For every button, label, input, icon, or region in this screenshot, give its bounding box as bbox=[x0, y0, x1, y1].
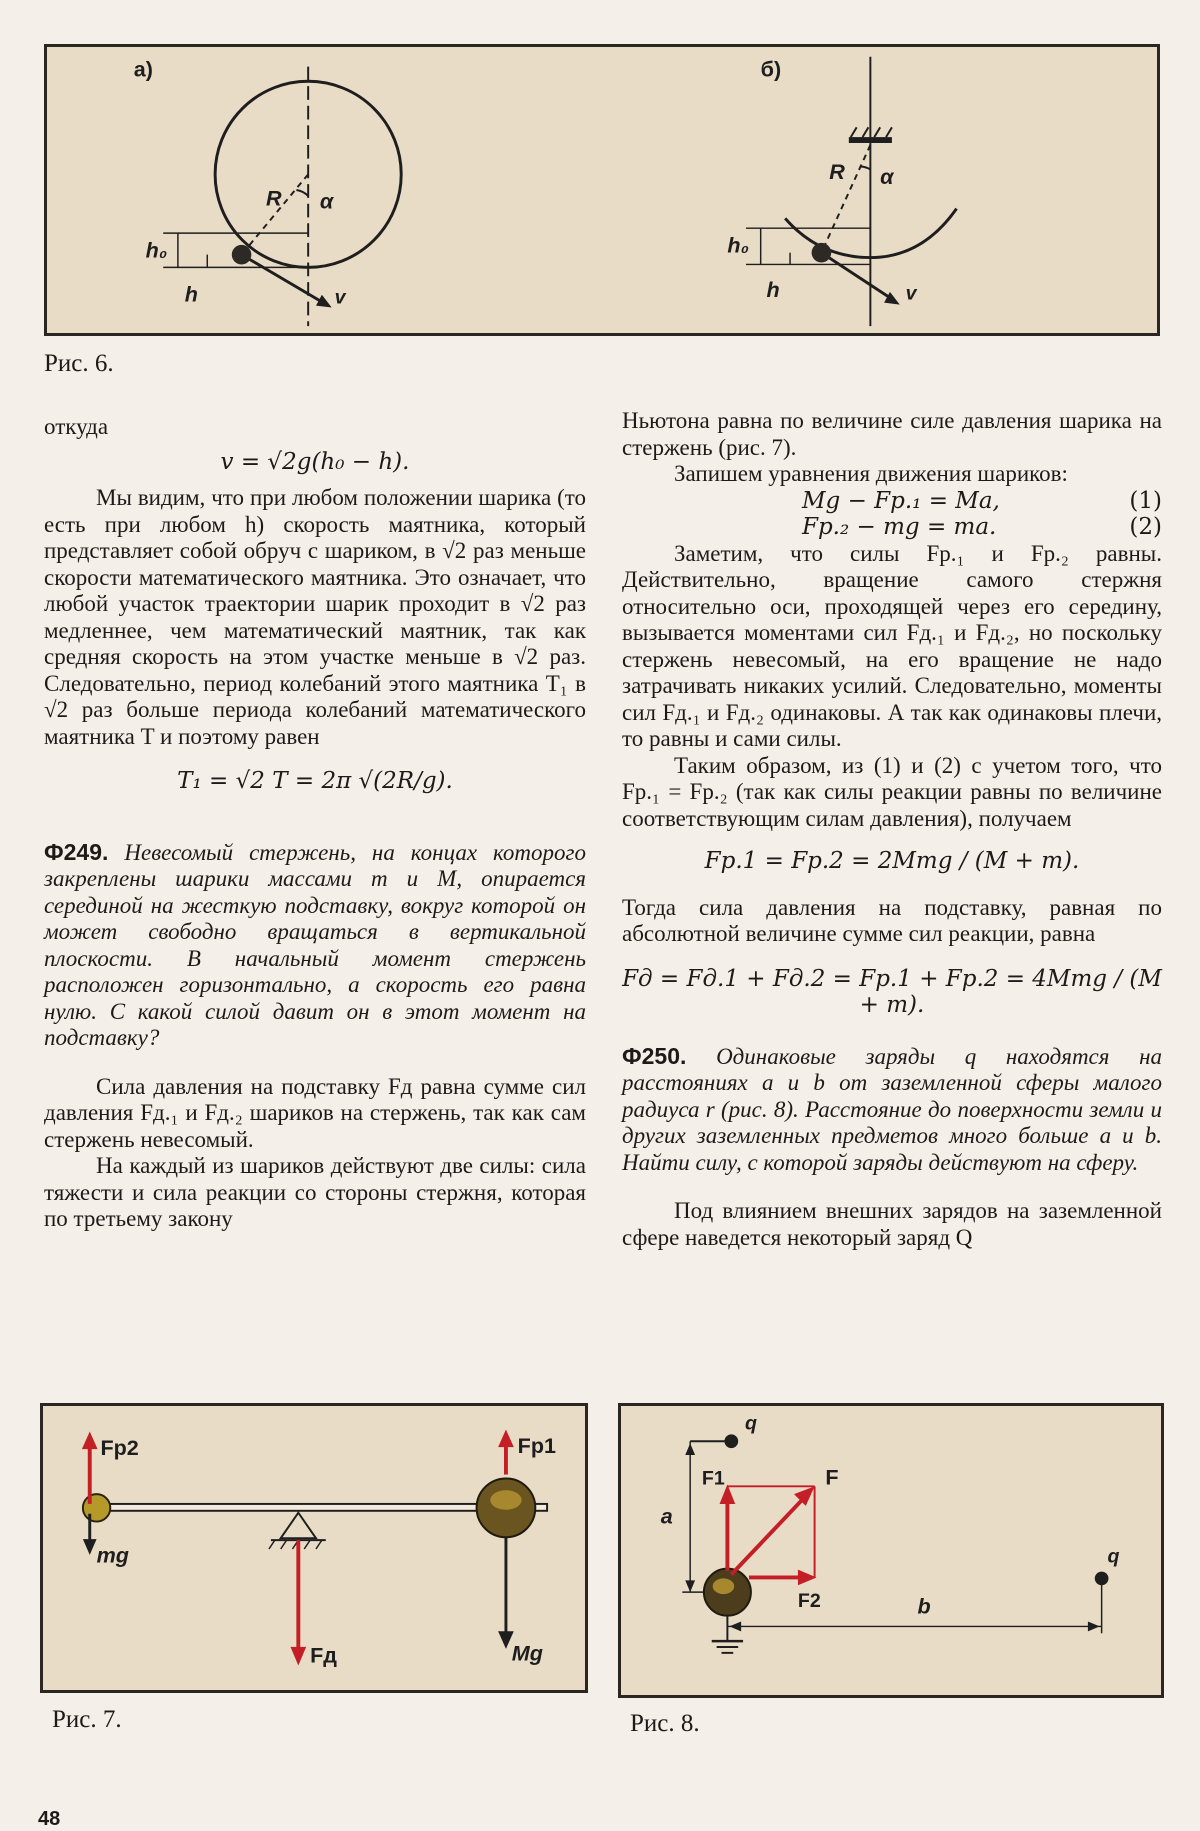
label-q-right: q bbox=[1107, 1545, 1120, 1568]
label-F: F bbox=[825, 1464, 839, 1490]
equation-velocity: v = √2g(h₀ − h). bbox=[220, 448, 410, 475]
problem-250-number: Ф250. bbox=[622, 1042, 687, 1069]
label-R-b: R bbox=[829, 160, 845, 185]
label-a: а) bbox=[133, 57, 153, 82]
figure-6 bbox=[44, 44, 1160, 336]
right-p1: Ньютона равна по величине силе давления шарика на стержень (рис. 7). bbox=[622, 408, 1162, 460]
left-p3: Сила давления на подставку Fд равна сумме сил давления Fд.₁ и Fд.₂ шариков на стержень, так как сам стержень невесомый. bbox=[44, 1073, 586, 1152]
label-h0-b: h₀ bbox=[727, 233, 750, 258]
ball-a bbox=[232, 245, 252, 265]
figure-7 bbox=[40, 1403, 588, 1693]
right-p6: Под влиянием внешних зарядов на заземленной сфере наведется некоторый заряд Q bbox=[622, 1198, 1162, 1250]
problem-250 bbox=[622, 1043, 1162, 1177]
label-R-a: R bbox=[266, 186, 282, 211]
label-Fd: Fд bbox=[310, 1643, 337, 1668]
problem-249 bbox=[44, 839, 586, 1052]
label-h0-a: h₀ bbox=[145, 238, 168, 263]
support-prism bbox=[281, 1513, 316, 1538]
problem-250-text: Одинаковые заряды q находятся на расстояниях a и b от заземленной сферы малого радиуса r (рис. 8). Расстояние до поверхности земли и других заземленных предметов много больше a и b. Найти силу, с которой заряды действуют на сферу. bbox=[622, 1043, 1163, 1175]
left-p1: откуда bbox=[44, 414, 109, 439]
left-p4: На каждый из шариков действуют две силы: сила тяжести и сила реакции со стороны стержня, которая по третьему закону bbox=[44, 1153, 586, 1231]
label-h-b: h bbox=[766, 277, 780, 302]
velocity-arrow-a bbox=[242, 255, 325, 304]
problem-249-number: Ф249. bbox=[44, 838, 109, 865]
angle-arc-a bbox=[296, 190, 308, 196]
label-v-b: v bbox=[905, 282, 917, 305]
equation-1: Mg − Fр.₁ = Ma, (1) bbox=[802, 487, 1162, 514]
equation-period: T₁ = √2 T = 2π √(2R/g). bbox=[177, 768, 453, 794]
left-p2: Мы видим, что при любом положении шарика (то есть при любом h) скорость маятника, который представляет собой обруч с шариком, в √2 раз меньше скорости математического маятника. Это означает, что любой участок траектории шарик проходит в √2 раз медленнее, чем математический маятник, так как средняя скорость на этом участке меньше в √2 раз. Следовательно, период колебаний этого маятника T₁ в √2 раз больше периода колебаний математического маятника T и поэтому равен bbox=[44, 485, 586, 749]
right-p2: Запишем уравнения движения шариков: bbox=[674, 461, 1068, 486]
label-alpha-a: α bbox=[319, 189, 334, 214]
right-p5: Тогда сила давления на подставку, равная по абсолютной величине сумме сил реакции, равна bbox=[622, 894, 1162, 946]
small-ball bbox=[83, 1494, 110, 1521]
label-Fp2: Fp2 bbox=[100, 1435, 139, 1460]
pivot-mount bbox=[849, 137, 892, 143]
equation-reaction: Fр.1 = Fр.2 = 2Mmg / (M + m). bbox=[704, 848, 1080, 874]
right-p4: Таким образом, из (1) и (2) с учетом того, что Fр.₁ = Fр.₂ (так как силы реакции равны по величине соответствующим силам давления), получаем bbox=[622, 752, 1162, 831]
ball-b bbox=[812, 243, 832, 263]
label-v-a: v bbox=[334, 286, 346, 309]
angle-arc-b bbox=[861, 166, 871, 169]
label-F1: F1 bbox=[701, 1467, 725, 1490]
label-Mg: Mg bbox=[511, 1641, 543, 1666]
figure-8-drawing bbox=[621, 1406, 1161, 1695]
label-alpha-b: α bbox=[880, 165, 894, 190]
label-h-a: h bbox=[184, 282, 198, 307]
charge-q-right bbox=[1095, 1572, 1109, 1586]
label-a: a bbox=[660, 1503, 673, 1529]
equation-2: Fр.₂ − mg = ma. (2) bbox=[802, 514, 1162, 540]
label-F2: F2 bbox=[797, 1589, 821, 1612]
arrow-F bbox=[731, 1498, 803, 1574]
right-p3: Заметим, что силы Fр.₁ и Fр.₂ равны. Действительно, вращение самого стержня относительно оси, проходящей через его середину, вызывается моментами сил Fд.₁ и Fд.₂, но поскольку стержень невесомый, на его вращение не надо затрачивать никаких усилий. Следовательно, моменты сил Fд.₁ и Fд.₂ одинаковы. А так как одинаковы плечи, то равны и сами силы. bbox=[622, 540, 1162, 751]
figure-6-drawing bbox=[47, 47, 1157, 333]
label-b: b bbox=[917, 1593, 931, 1619]
figure-8-caption: Рис. 8. bbox=[630, 1710, 700, 1737]
figure-7-drawing bbox=[43, 1406, 585, 1690]
problem-249-text: Невесомый стержень, на концах которого закреплены шарики массами m и M, опирается серединой на жесткую подставку, вокруг которой он может свободно вращаться в вертикальной плоскости. В начальный момент стержень расположен горизонтально, а скорость его равна нулю. С какой силой давит он в этот момент на подставку? bbox=[44, 839, 586, 1050]
velocity-arrow-b bbox=[821, 253, 893, 300]
equation-pressure: Fд = Fд.1 + Fд.2 = Fр.1 + Fр.2 = 4Mmg / (M + m). bbox=[622, 965, 1162, 1018]
figure-6-caption: Рис. 6. bbox=[44, 350, 114, 377]
label-q-top: q bbox=[745, 1412, 757, 1435]
left-column bbox=[44, 414, 586, 1233]
charge-q-top bbox=[724, 1434, 738, 1448]
figure-7-caption: Рис. 7. bbox=[52, 1706, 122, 1733]
page-number: 48 bbox=[38, 1808, 61, 1830]
label-b: б) bbox=[760, 57, 782, 82]
figure-8 bbox=[618, 1403, 1164, 1698]
label-mg: mg bbox=[96, 1543, 129, 1568]
label-Fp1: Fp1 bbox=[517, 1434, 556, 1459]
right-column bbox=[622, 408, 1162, 1251]
